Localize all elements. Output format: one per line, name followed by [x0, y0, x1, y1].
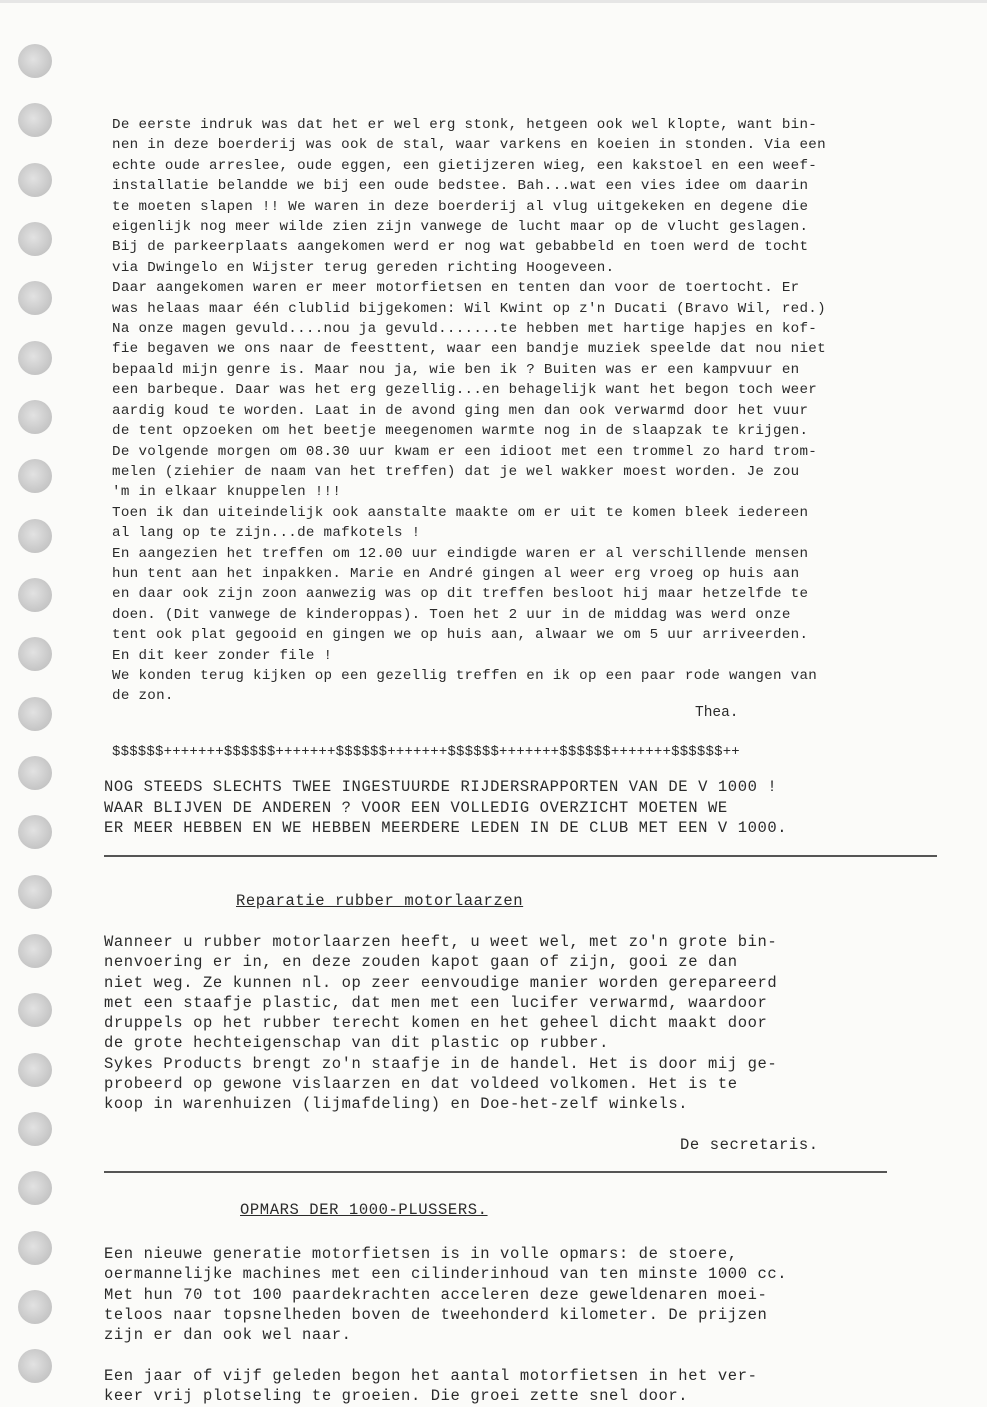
binder-hole — [18, 519, 52, 553]
signature-thea: Thea. — [695, 705, 739, 721]
binder-hole — [18, 103, 52, 137]
text-line: Een jaar of vijf geleden begon het aantal motorfietsen in het ver- — [104, 1367, 758, 1385]
text-line: bepaald mijn genre is. Maar nou ja, wie ben ik ? Buiten was er een kampvuur en — [112, 361, 800, 378]
binder-hole — [18, 815, 52, 849]
text-line: WAAR BLIJVEN DE ANDEREN ? VOOR EEN VOLLEDIG OVERZICHT MOETEN WE — [104, 798, 728, 817]
text-line: oermannelijke machines met een cilinderinhoud van ten minste 1000 cc. — [104, 1265, 788, 1284]
binder-hole — [18, 1171, 52, 1205]
page-top-edge — [0, 0, 987, 3]
text-line: koop in warenhuizen (lijmafdeling) en Doe-het-zelf winkels. — [104, 1095, 689, 1114]
text-line: eigenlijk nog meer wilde zien zijn vanwege de lucht maar op de vlucht geslagen. — [112, 219, 809, 236]
text-line: De eerste indruk was dat het er wel erg stonk, hetgeen ook wel klopte, want bin- — [112, 117, 818, 133]
text-line: fie begaven we ons naar de feesttent, waar een bandje muziek speelde dat nou niet — [112, 341, 826, 358]
text-line: en daar ook zijn zoon aanwezig was op dit treffen besloot hij maar hetzelfde te — [112, 586, 809, 603]
text-line: Sykes Products brengt zo'n staafje in de handel. Het is door mij ge- — [104, 1054, 778, 1073]
binder-hole — [18, 697, 52, 731]
text-line: was helaas maar één clublid bijgekomen: Wil Kwint op z'n Ducati (Bravo Wil, red.) — [112, 300, 826, 317]
text-line: Toen ik dan uiteindelijk ook aanstalte maakte om er uit te komen bleek iedereen — [112, 504, 809, 521]
binder-hole — [18, 1112, 52, 1146]
text-line: met een staafje plastic, dat men met een lucifer verwarmd, waardoor — [104, 993, 768, 1012]
binder-hole — [18, 993, 52, 1027]
text-line: Na onze magen gevuld....nou ja gevuld.......te hebben met hartige hapjes en kof- — [112, 321, 818, 338]
binder-hole — [18, 281, 52, 315]
text-line: een barbeque. Daar was het erg gezellig...en behagelijk want het begon toch weer — [112, 382, 818, 399]
text-line: En aangezien het treffen om 12.00 uur eindigde waren er al verschillende mensen — [112, 545, 809, 562]
text-line: ER MEER HEBBEN EN WE HEBBEN MEERDERE LEDEN IN DE CLUB MET EEN V 1000. — [104, 819, 788, 837]
text-line: niet weg. Ze kunnen nl. op zeer eenvoudige manier worden gerepareerd — [104, 973, 778, 992]
binder-hole — [18, 1053, 52, 1087]
text-line: nenvoering er in, en deze zouden kapot gaan of zijn, gooi ze dan — [104, 953, 738, 972]
binder-hole — [18, 400, 52, 434]
text-line: teloos naar topsnelheden boven de tweehonderd kilometer. De prijzen — [104, 1305, 768, 1324]
text-line: keer vrij plotseling te groeien. Die groei zette snel door. — [104, 1387, 689, 1406]
text-line: de grote hechteigenschap van dit plastic op rubber. — [104, 1034, 609, 1053]
text-line: melen (ziehier de naam van het treffen) dat je wel wakker moest worden. Je zou — [112, 463, 800, 480]
text-line: probeerd op gewone vislaarzen en dat voldeed volkomen. Het is te — [104, 1075, 738, 1094]
text-line: Daar aangekomen waren er meer motorfietsen en tenten dan voor de toertocht. Er — [112, 280, 800, 297]
text-line: Bij de parkeerplaats aangekomen werd er nog wat gebabbeld en toen werd de tocht — [112, 239, 809, 256]
text-line: de tent opzoeken om het beetje meegenomen warmte nog in de slaapzak te krijgen. — [112, 423, 809, 440]
text-line: hun tent aan het inpakken. Marie en André gingen al weer erg vroeg op huis aan — [112, 565, 800, 582]
text-line: De volgende morgen om 08.30 uur kwam er een idioot met een trommel zo hard trom- — [112, 443, 818, 460]
binder-hole — [18, 875, 52, 909]
binder-hole — [18, 222, 52, 256]
opmars-paragraph-1 — [104, 1244, 787, 1345]
binder-hole — [18, 1290, 52, 1324]
opmars-paragraph-2 — [104, 1366, 758, 1407]
binder-hole — [18, 1349, 52, 1383]
text-line: echte oude arreslee, oude eggen, een gietijzeren wieg, een kakstoel en een weef- — [112, 157, 818, 174]
text-line: nen in deze boerderij was ook de stal, waar varkens en koeien in stonden. Via een — [112, 137, 826, 154]
binder-hole — [18, 637, 52, 671]
text-line: druppels op het rubber terecht komen en het geheel dicht maakt door — [104, 1014, 768, 1033]
text-line: zijn er dan ook wel naar. — [104, 1326, 352, 1345]
text-line: aardig koud te worden. Laat in de avond ging men dan ook verwarmd door het vuur — [112, 402, 809, 419]
text-line: installatie belandde we bij een oude bedstee. Bah...wat een vies idee om daarin — [112, 178, 809, 195]
divider-rule — [104, 855, 937, 857]
binder-hole — [18, 578, 52, 612]
text-line: doen. (Dit vanwege de kinderoppas). Toen het 2 uur in de middag was werd onze — [112, 606, 791, 623]
text-line: Met hun 70 tot 100 paardekrachten acceleren deze geweldenaren moei- — [104, 1285, 768, 1304]
text-line: de zon. — [112, 688, 174, 705]
text-line: tent ook plat gegooid en gingen we op huis aan, alwaar we om 5 uur arriveerden. — [112, 627, 809, 644]
binder-hole — [18, 459, 52, 493]
binder-hole — [18, 934, 52, 968]
heading-opmars: OPMARS DER 1000-PLUSSERS. — [240, 1201, 488, 1219]
text-line: via Dwingelo en Wijster terug gereden richting Hoogeveen. — [112, 259, 615, 276]
signature-secretaris: De secretaris. — [680, 1136, 819, 1154]
binder-hole — [18, 756, 52, 790]
separator-line: $$$$$$+++++++$$$$$$+++++++$$$$$$+++++++$$$$$$+++++++$$$$$$+++++++$$$$$$++ — [112, 744, 740, 760]
divider-rule — [104, 1171, 887, 1173]
text-line: 'm in elkaar knuppelen !!! — [112, 484, 342, 501]
binder-hole — [18, 1231, 52, 1265]
heading-reparatie: Reparatie rubber motorlaarzen — [236, 892, 524, 910]
binder-hole — [18, 44, 52, 78]
notice-text — [104, 777, 787, 839]
text-line: te moeten slapen !! We waren in deze boerderij al vlug uitgekeken en degene die — [112, 198, 809, 215]
reparatie-text — [104, 932, 777, 1115]
text-line: al lang op te zijn...de mafkotels ! — [112, 525, 421, 542]
binder-holes — [18, 0, 58, 1403]
text-line: NOG STEEDS SLECHTS TWEE INGESTUURDE RIJDERSRAPPORTEN VAN DE V 1000 ! — [104, 778, 778, 796]
text-line: Een nieuwe generatie motorfietsen is in volle opmars: de stoere, — [104, 1245, 738, 1263]
report-text — [112, 115, 826, 707]
binder-hole — [18, 341, 52, 375]
text-line: Wanneer u rubber motorlaarzen heeft, u weet wel, met zo'n grote bin- — [104, 933, 778, 951]
text-line: En dit keer zonder file ! — [112, 647, 333, 664]
text-line: We konden terug kijken op een gezellig treffen en ik op een paar rode wangen van — [112, 667, 818, 684]
binder-hole — [18, 163, 52, 197]
